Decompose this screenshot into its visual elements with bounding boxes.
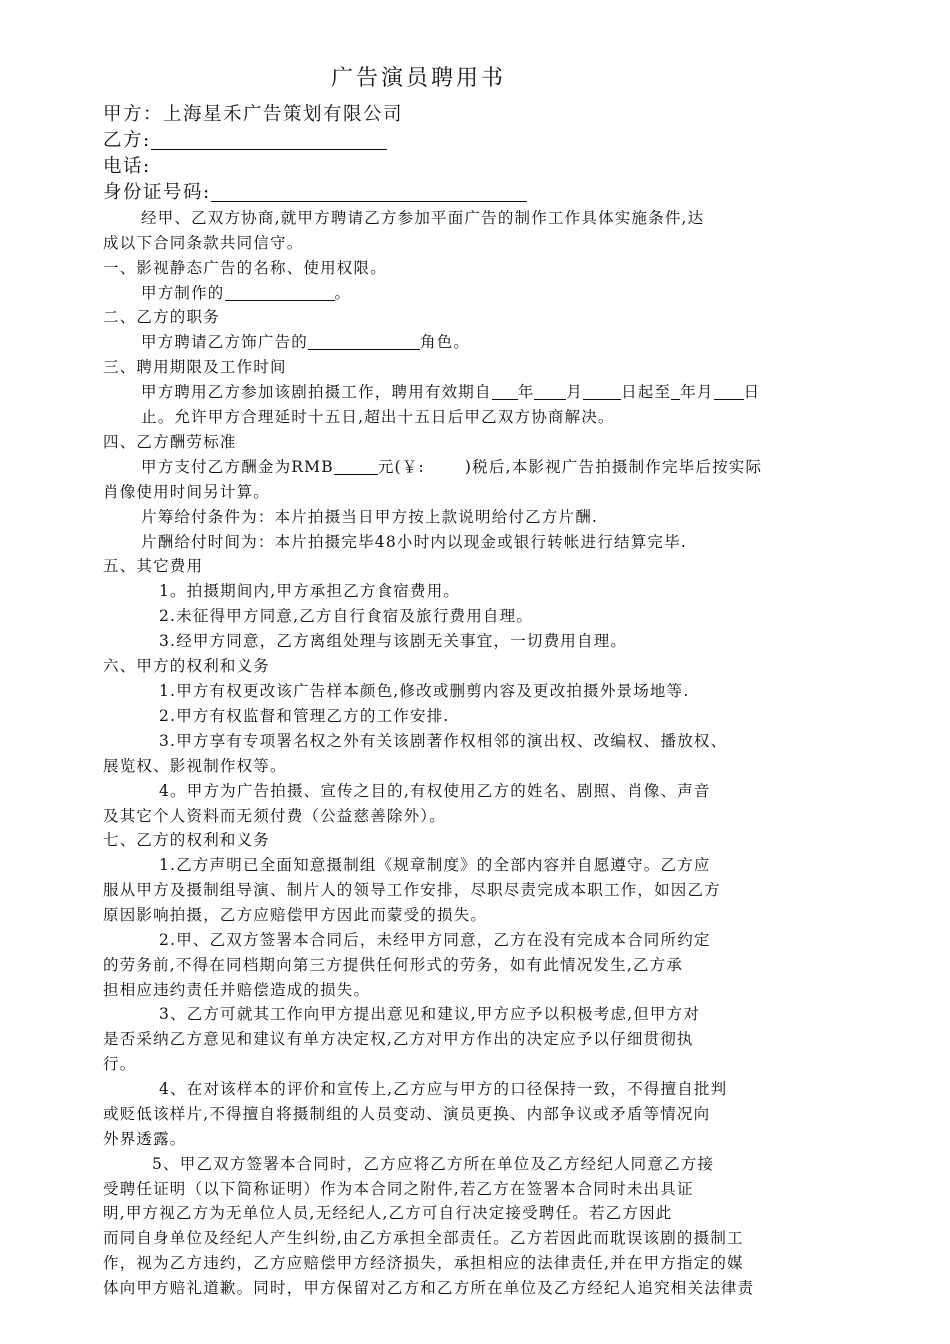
ad-name-blank — [225, 283, 335, 301]
section-7-item-5-line-3: 明,甲方视乙方为无单位人员,无经纪人,乙方可自行决定接受聘任。若乙方因此 — [103, 1204, 673, 1222]
s1-text-a: 甲方制作的 — [141, 284, 225, 302]
section-6-item-4-line-2: 及其它个人资料而无须付费（公益慈善除外）。 — [103, 807, 446, 825]
s3-text-e: 年月 — [680, 383, 714, 401]
section-7-title: 七、乙方的权利和义务 — [103, 831, 271, 849]
section-4-title: 四、乙方酬劳标准 — [103, 433, 237, 451]
party-a-line: 甲方：上海星禾广告策划有限公司 — [103, 104, 404, 125]
start-day-blank — [583, 382, 621, 400]
section-2-para — [141, 330, 470, 354]
section-3-title: 三、聘用期限及工作时间 — [103, 358, 287, 376]
section-5-item-1: 1。拍摄期间内,甲方承担乙方食宿费用。 — [159, 582, 461, 600]
fee-blank — [334, 457, 378, 475]
section-7-item-5-line-1: 5、甲乙双方签署本合同时，乙方应将乙方所在单位及乙方经纪人同意乙方接 — [152, 1155, 715, 1173]
intro-line-1: 经甲、乙双方协商,就甲方聘请乙方参加平面广告的制作工作具体实施条件,达 — [141, 209, 705, 227]
s1-text-b: 。 — [334, 284, 352, 302]
s3-text-f: 日 — [743, 383, 761, 401]
start-year-blank — [492, 382, 518, 400]
section-7-item-4-line-1: 4、在对该样本的评价和宣传上,乙方应与甲方的口径保持一致，不得擅自批判 — [159, 1080, 728, 1098]
section-7-item-3-line-1: 3、乙方可就其工作向甲方提出意见和建议,甲方应予以积极考虑,但甲方对 — [159, 1005, 701, 1023]
section-2-title: 二、乙方的职务 — [103, 308, 220, 326]
section-7-item-2-line-2: 的劳务前,不得在同档期向第三方提供任何形式的劳务，如有此情况发生,乙方承 — [103, 956, 684, 974]
section-6-item-3-line-2: 展览权、影视制作权等。 — [103, 757, 287, 775]
section-7-item-5-line-6: 体向甲方赔礼道歉。同时，甲方保留对乙方和乙方所在单位及乙方经纪人追究相关法律责 — [103, 1279, 755, 1297]
s2-text-b: 角色。 — [420, 333, 471, 351]
section-7-item-3-line-2: 是否采纳乙方意见和建议有单方决定权,乙方对甲方作出的决定应予以仔细贯彻执 — [103, 1030, 694, 1048]
section-1-para — [141, 281, 351, 305]
role-blank — [308, 332, 420, 350]
party-b-line — [103, 128, 387, 154]
section-7-item-2-line-1: 2.甲、乙双方签署本合同后，未经甲方同意，乙方在没有完成本合同所约定 — [159, 931, 711, 949]
section-6-item-1: 1.甲方有权更改该广告样本颜色,修改或删剪内容及更改拍摄外景场地等. — [159, 682, 690, 700]
start-month-blank — [534, 382, 566, 400]
section-6-item-3-line-1: 3.甲方享有专项署名权之外有关该剧著作权相邻的演出权、改编权、播放权、 — [159, 732, 728, 750]
section-3-para-2: 止。允许甲方合理延时十五日,超出十五日后甲乙双方协商解决。 — [141, 408, 615, 426]
section-6-item-4-line-1: 4。甲方为广告拍摄、宣传之目的,有权使用乙方的姓名、剧照、肖像、声音 — [159, 782, 711, 800]
s4-text-c: )税后,本影视广告拍摄制作完毕后按实际 — [464, 458, 763, 476]
section-3-para-1 — [141, 380, 760, 404]
s3-text-d: 日起至 — [621, 383, 672, 401]
section-6-title: 六、甲方的权利和义务 — [103, 657, 271, 675]
section-1-title: 一、影视静态广告的名称、使用权限。 — [103, 259, 387, 277]
section-7-item-5-line-5: 作，视为乙方违约，乙方应赔偿甲方经济损失，承担相应的法律责任,并在甲方指定的媒 — [103, 1254, 744, 1272]
end-year-blank — [671, 382, 680, 400]
section-7-item-4-line-2: 或贬低该样片,不得擅自将摄制组的人员变动、演员更换、内部争议或矛盾等情况向 — [103, 1105, 711, 1123]
section-7-item-3-line-3: 行。 — [103, 1055, 137, 1073]
id-blank — [211, 181, 527, 202]
section-7-item-1-line-3: 原因影响拍摄，乙方应赔偿甲方因此而蒙受的损失。 — [103, 906, 488, 924]
section-4-para-1 — [141, 455, 762, 479]
s3-text-a: 甲方聘用乙方参加该剧拍摄工作，聘用有效期自 — [141, 383, 492, 401]
s4-text-a: 甲方支付乙方酬金为RMB — [141, 458, 334, 476]
section-7-item-1-line-2: 服从甲方及摄制组导演、制片人的领导工作安排，尽职尽责完成本职工作，如因乙方 — [103, 881, 721, 899]
s3-text-b: 年 — [517, 383, 535, 401]
section-6-item-2: 2.甲方有权监督和管理乙方的工作安排. — [159, 707, 450, 725]
party-b-blank — [151, 129, 387, 150]
end-day-blank — [714, 382, 744, 400]
section-7-item-5-line-4: 而同自身单位及经纪人产生纠纷,由乙方承担全部责任。乙方若因此而耽误该剧的摄制工 — [103, 1229, 744, 1247]
section-4-para-2: 肖像使用时间另计算。 — [103, 483, 271, 501]
phone-label: 电话: — [103, 156, 151, 177]
document-title: 广告演员聘用书 — [331, 66, 507, 91]
id-line — [103, 180, 527, 206]
section-5-item-3: 3.经甲方同意，乙方离组处理与该剧无关事宜，一切费用自理。 — [159, 632, 628, 650]
section-7-item-2-line-3: 担相应违约责任并赔偿造成的损失。 — [103, 981, 371, 999]
section-7-item-4-line-3: 外界透露。 — [103, 1130, 187, 1148]
section-4-para-3: 片筹给付条件为：本片拍摄当日甲方按上款说明给付乙方片酬. — [141, 508, 599, 526]
id-label: 身份证号码: — [103, 182, 211, 203]
s4-text-b: 元(￥: — [377, 458, 425, 476]
s3-text-c: 月 — [566, 383, 584, 401]
party-b-label: 乙方: — [103, 130, 151, 151]
section-5-item-2: 2.未征得甲方同意,乙方自行食宿及旅行费用自理。 — [159, 607, 534, 625]
section-7-item-5-line-2: 受聘任证明（以下简称证明）作为本合同之附件,若乙方在签署本合同时未出具证 — [103, 1180, 694, 1198]
section-7-item-1-line-1: 1.乙方声明已全面知意摄制组《规章制度》的全部内容并自愿遵守。乙方应 — [159, 856, 711, 874]
section-4-para-4: 片酬给付时间为：本片拍摄完毕48小时内以现金或银行转帐进行结算完毕. — [141, 533, 687, 551]
intro-line-2: 成以下合同条款共同信守。 — [103, 234, 304, 252]
s2-text-a: 甲方聘请乙方饰广告的 — [141, 333, 309, 351]
section-5-title: 五、其它费用 — [103, 557, 204, 575]
